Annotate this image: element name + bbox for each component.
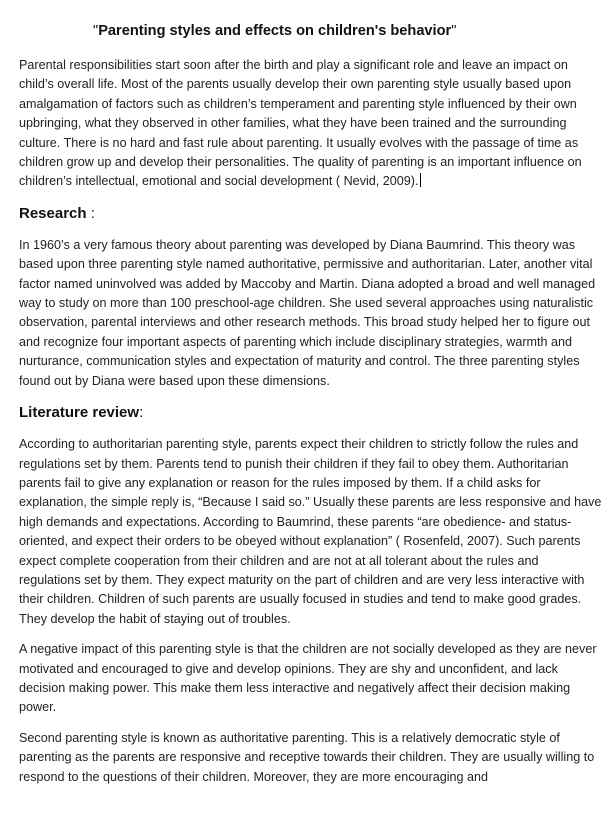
text-line: In 1960’s a very famous theory about parenting was developed by Diana Baumrind. This theory was (19, 237, 576, 252)
text-line: They develop the habit of staying out of troubles. (19, 611, 291, 626)
title-open-quote: " (93, 23, 99, 39)
text-line: observation, parental interviews and other research methods. This broad study helped her to figure out (19, 315, 591, 330)
literature-review-heading-text: Literature review (19, 404, 140, 422)
text-line: decision making power. This make them less interactive and negatively affect their decision making (19, 680, 571, 695)
text-line: based upon three parenting style named authoritative, permissive and authoritarian. Later, another vital (19, 257, 593, 272)
text-line: high demands and expectations. According to Baumrind, these parents “are obedience- and status- (19, 514, 572, 529)
text-line: Parental responsibilities start soon after the birth and play a significant role and leave an impact on (19, 58, 568, 72)
text-line: upbringing, what they observed in other families, what they have been trained and the surrounding (19, 116, 567, 131)
title-close-quote: " (451, 23, 457, 39)
text-line: culture. There is no hard and fast rule about parenting. It usually evolves with the passage of time as (19, 135, 579, 150)
text-line: amalgamation of factors such as children’s temperament and parenting style influenced by their own (19, 96, 577, 111)
literature-paragraph-1[interactable] (19, 435, 609, 629)
text-line: According to authoritarian parenting style, parents expect their children to strictly follow the rules and (19, 437, 579, 452)
research-heading-colon: : (86, 204, 95, 222)
document-page (19, 20, 609, 787)
text-line: factor named uninvolved was added by Maccoby and Martin. Diana adopted a broad and well managed (19, 276, 596, 291)
research-heading-text: Research (19, 204, 87, 222)
text-line: child’s overall life. Most of the parents usually develop their own parenting style usually based upon (19, 77, 572, 92)
text-line: found out by Diana were based upon these dimensions. (19, 373, 330, 388)
text-line: children’s intellectual, emotional and social development ( Nevid, 2009). (19, 174, 419, 189)
document-title (19, 20, 609, 42)
literature-review-heading-colon: : (139, 404, 144, 422)
text-line: regulations set by them. Parents tend to punish their children if they fail to obey them. Authoritarian (19, 456, 569, 471)
text-line: oriented, and expect their orders to be obeyed without explanation” ( Rosenfeld, 2007). Such parents (19, 534, 581, 549)
text-line: expect complete cooperation from their children and are not at all tolerant about the rules and (19, 553, 539, 568)
text-line: motivated and encouraged to give and develop opinions. They are shy and unconfident, and lack (19, 661, 558, 676)
text-cursor (420, 173, 421, 187)
text-line: parenting as the parents are responsive and receptive towards their children. They are usually willing to (19, 750, 595, 765)
literature-review-heading (19, 402, 609, 424)
text-line: their children. Children of such parents are usually focused in studies and tend to make good grades. (19, 592, 582, 607)
title-text: Parenting styles and effects on children's behavior (98, 23, 452, 39)
text-line: regulations set by them. They expect maturity on the part of children and are very less interactive with (19, 572, 585, 587)
text-line: power. (19, 700, 57, 715)
text-line: way to study on more than 100 preschool-age children. She used several approaches using naturalistic (19, 296, 594, 311)
text-line-last (19, 172, 609, 191)
research-paragraph[interactable] (19, 236, 609, 391)
text-line: explanation, the simple reply is, “Because I said so.” Usually these parents are less responsive and have (19, 495, 602, 510)
literature-paragraph-3[interactable] (19, 729, 609, 787)
literature-paragraph-2[interactable] (19, 640, 609, 718)
research-heading (19, 203, 609, 225)
intro-paragraph[interactable] (19, 56, 609, 192)
text-line: Second parenting style is known as authoritative parenting. This is a relatively democratic style of (19, 730, 560, 745)
text-line: respond to the questions of their children. Moreover, they are more encouraging and (19, 769, 489, 784)
text-line: parents fail to give any explanation or reason for the rules imposed by them. If a child asks for (19, 475, 541, 490)
text-line: A negative impact of this parenting style is that the children are not socially developed as they are never (19, 642, 597, 657)
text-line: and recognize four important aspects of parenting which include disciplinary strategies, warmth and (19, 334, 573, 349)
text-line: nurturance, communication styles and expectation of maturity and control. The three parenting styles (19, 354, 580, 369)
text-line: children grow up and develop their personalities. The quality of parenting is an important influence on (19, 155, 582, 170)
